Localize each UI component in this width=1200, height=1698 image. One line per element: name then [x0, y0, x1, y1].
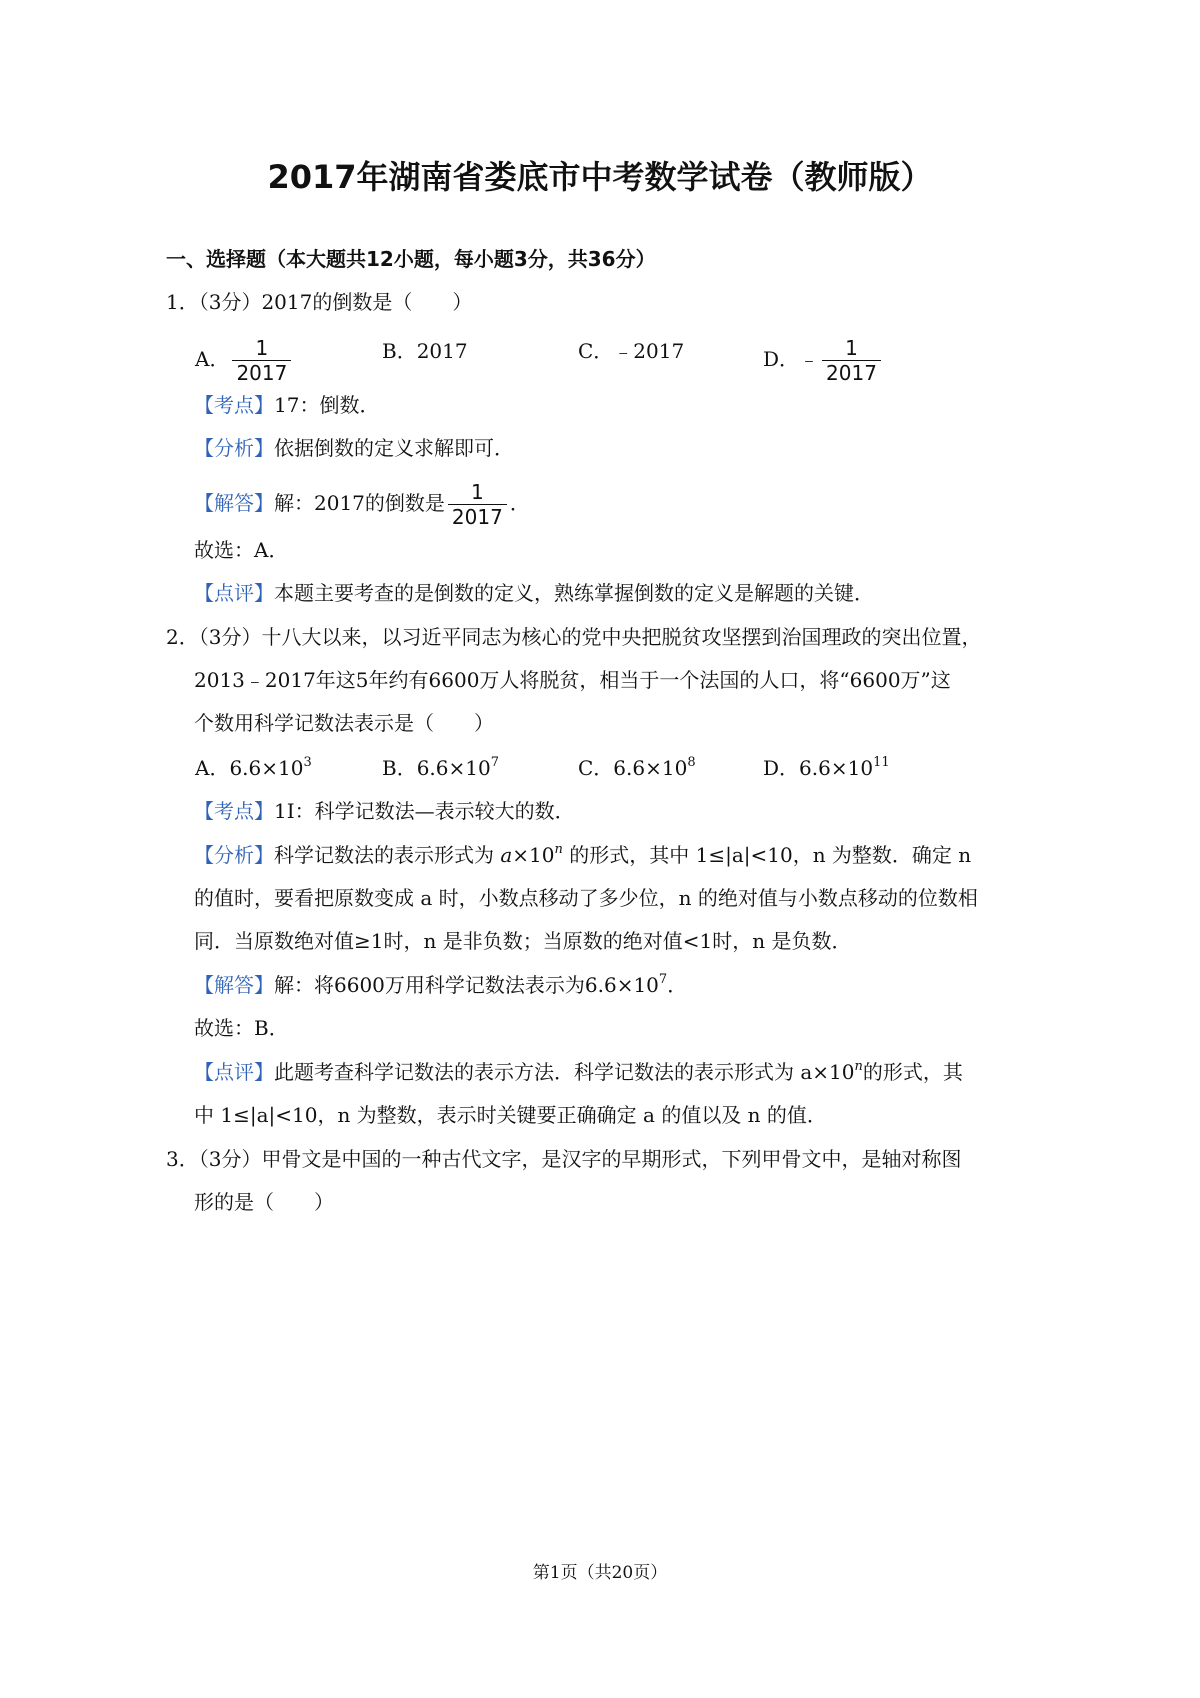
question-3-stem-line2: 形的是（ ） [194, 1190, 334, 1214]
q1-dianping: 【点评】本题主要考查的是倒数的定义，熟练掌握倒数的定义是解题的关键． [194, 581, 874, 605]
q1-answer: 故选：A． [194, 538, 289, 562]
q2-option-b: B．$6.6\times 10^7$ [382, 755, 499, 780]
q1-option-a: A． $\frac{1}{2017}$ [195, 336, 294, 385]
page-title: 2017年湖南省娄底市中考数学试卷（教师版） [267, 158, 933, 196]
page-footer: 第1页（共20页） [532, 1563, 668, 1583]
q2-jieda: 【解答】解：将6600万用科学记数法表示为$6.6\times 10^7$． [194, 972, 688, 997]
question-2-stem-line3: 个数用科学记数法表示是（ ） [194, 711, 494, 735]
section-heading: 一、选择题（本大题共12小题，每小题3分，共36分） [166, 247, 656, 271]
question-2-stem-line2: 2013﹣2017年这5年约有6600万人将脱贫，相当于一个法国的人口，将“6600万”这 [194, 668, 951, 692]
q1-option-d: D．﹣ $\frac{1}{2017}$ [763, 336, 884, 385]
q1-fenxi: 【分析】依据倒数的定义求解即可． [194, 436, 514, 460]
q2-fenxi-line3: 同．当原数绝对值≥1时，n 是非负数；当原数的绝对值<1时，n 是负数． [194, 929, 852, 953]
q2-option-c: C．$6.6\times 10^8$ [578, 755, 696, 780]
question-2-stem-line1: 2．（3分）十八大以来，以习近平同志为核心的党中央把脱贫攻坚摆到治国理政的突出位置， [166, 625, 982, 649]
q2-answer: 故选：B． [194, 1016, 289, 1040]
q2-dianping-line1: 【点评】此题考查科学记数法的表示方法．科学记数法的表示形式为 $a\times 10^n$的形式，其 [194, 1059, 963, 1084]
fraction: $\frac{1}{2017}$ [448, 480, 507, 529]
q2-kaodian: 【考点】1I：科学记数法—表示较大的数． [194, 799, 575, 823]
fraction: $\frac{1}{2017}$ [232, 336, 291, 385]
q1-jieda: 【解答】解：2017的倒数是 $\frac{1}{2017}$ ． [194, 480, 530, 529]
fraction: $\frac{1}{2017}$ [822, 336, 881, 385]
q2-option-d: D．$6.6\times 10^{11}$ [763, 755, 890, 780]
q2-dianping-line2: 中 1≤|a|<10，n 为整数，表示时关键要正确确定 a 的值以及 n 的值． [194, 1103, 827, 1127]
q2-option-a: A．$6.6\times 10^3$ [195, 755, 312, 780]
question-3-stem-line1: 3．（3分）甲骨文是中国的一种古代文字，是汉字的早期形式，下列甲骨文中，是轴对称图 [166, 1147, 962, 1171]
q1-option-b: B．2017 [382, 339, 468, 363]
q1-option-c: C．﹣2017 [578, 339, 685, 363]
q2-fenxi-line1: 【分析】科学记数法的表示形式为 $a\times 10^n$ 的形式，其中 1≤|a|<10，n 为整数．确定 n [194, 842, 972, 867]
q1-kaodian: 【考点】17：倒数． [194, 393, 380, 417]
question-1-stem: 1．（3分）2017的倒数是（ ） [166, 290, 473, 314]
q2-fenxi-line2: 的值时，要看把原数变成 a 时，小数点移动了多少位，n 的绝对值与小数点移动的位数相 [194, 886, 978, 910]
